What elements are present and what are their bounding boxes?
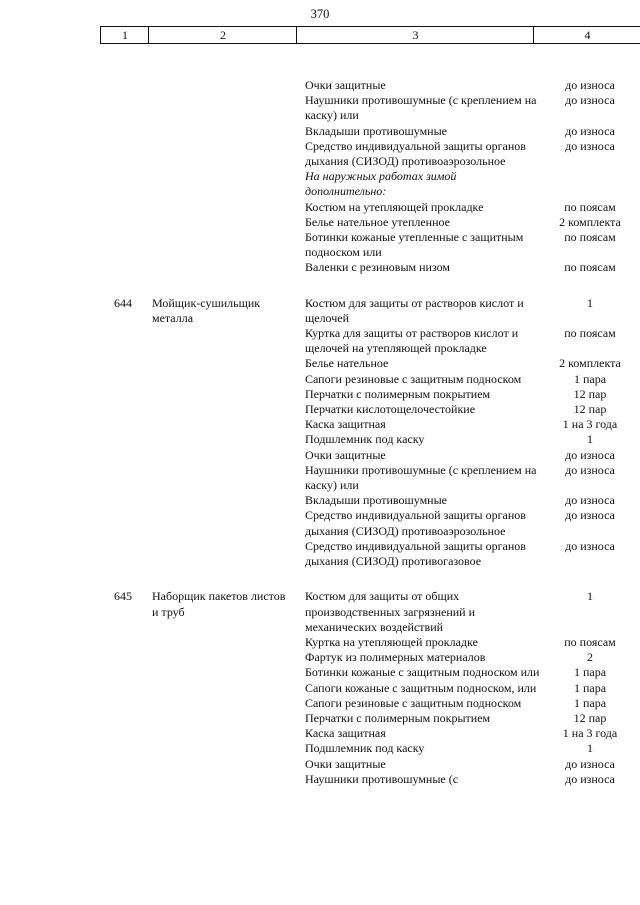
table-row [0, 757, 640, 772]
group-number: 645 [114, 589, 132, 604]
ppe-item-name: Перчатки с полимерным покрытием [305, 710, 491, 725]
ppe-item-norm: 1 [587, 295, 593, 310]
header-col-4: 4 [533, 27, 640, 43]
table-row [0, 463, 640, 493]
ppe-item-name: Сапоги кожаные с защитным подноском, или [305, 680, 537, 695]
ppe-item-name: Средство индивидуальной защиты органов дыхания (СИЗОД) противоаэрозольное [305, 138, 526, 169]
profession-name: Мойщик-сушильщик металла [152, 295, 261, 325]
ppe-item-name: Подшлемник под каску [305, 432, 425, 447]
table-row [0, 726, 640, 741]
table-row [0, 124, 640, 139]
table-row [0, 741, 640, 756]
ppe-item-norm: 1 пара [573, 665, 607, 680]
ppe-item-name: Наушники противошумные (с креплением на каску) или [305, 93, 537, 123]
ppe-item-name: Перчатки с полимерным покрытием [305, 386, 491, 401]
ppe-item-name: Костюм на утепляющей прокладке [305, 199, 484, 214]
table-row [0, 432, 640, 447]
ppe-item-norm: по поясам [564, 230, 616, 245]
ppe-item-norm: 1 [587, 589, 593, 604]
table-row [0, 508, 640, 538]
ppe-item-norm: 12 пар [573, 402, 607, 417]
table-row [0, 260, 640, 275]
ppe-item-name: Сапоги резиновые с защитным подноском [305, 695, 522, 710]
ppe-item-norm: до износа [565, 538, 615, 553]
ppe-item-name: Перчатки кислотощелочестойкие [305, 402, 476, 417]
ppe-item-name: Куртка для защиты от растворов кислот и щелочей на утепляющей прокладке [305, 326, 519, 356]
ppe-item-norm: 2 [587, 650, 593, 665]
table-row [0, 539, 640, 569]
ppe-item-name: Очки защитные [305, 756, 386, 771]
table-row [0, 296, 640, 326]
ppe-item-name: Средство индивидуальной защиты органов дыхания (СИЗОД) противогазовое [305, 538, 526, 569]
ppe-item-name: Белье нательное утепленное [305, 214, 450, 229]
table-row [0, 230, 640, 260]
ppe-item-norm: по поясам [564, 199, 616, 214]
table-row [0, 589, 640, 635]
ppe-item-norm [540, 169, 640, 199]
ppe-item-name: Белье нательное [305, 356, 389, 371]
ppe-item-norm: до износа [565, 771, 615, 786]
ppe-item-norm: 2 комплекта [559, 214, 621, 229]
ppe-item-norm: до износа [565, 493, 615, 508]
ppe-item-norm: 1 пара [573, 371, 607, 386]
table-row [0, 78, 640, 93]
table-row [0, 650, 640, 665]
ppe-item-norm: до износа [565, 123, 615, 138]
table-row [0, 402, 640, 417]
table-row [0, 417, 640, 432]
ppe-item-name: Валенки с резиновым низом [305, 260, 451, 275]
table-row [0, 372, 640, 387]
page-number: 370 [310, 7, 330, 21]
profession-name: Наборщик пакетов листов и труб [152, 589, 286, 619]
table-group [0, 589, 640, 787]
ppe-item-name: На наружных работах зимой дополнительно: [305, 169, 457, 199]
ppe-item-name: Вкладыши противошумные [305, 493, 447, 508]
ppe-item-norm: до износа [565, 78, 615, 92]
table-header [100, 26, 640, 44]
ppe-item-norm: 1 [587, 432, 593, 447]
ppe-item-norm: 2 комплекта [559, 356, 621, 371]
ppe-item-name: Ботинки кожаные утепленные с защитным подноском или [305, 230, 524, 260]
ppe-item-name: Костюм для защиты от растворов кислот и щелочей [305, 295, 524, 325]
header-col-2: 2 [148, 27, 297, 43]
ppe-item-norm: до износа [565, 756, 615, 771]
ppe-item-name: Фартук из полимерных материалов [305, 650, 486, 665]
ppe-item-name: Костюм для защиты от общих производственных загрязнений и механических воздействий [305, 589, 476, 634]
table-group [0, 296, 640, 570]
table-row [0, 665, 640, 680]
ppe-item-name: Ботинки кожаные с защитным подноском или [305, 665, 540, 680]
table-row [0, 356, 640, 371]
ppe-item-name: Вкладыши противошумные [305, 123, 447, 138]
ppe-item-name: Каска защитная [305, 417, 386, 432]
table-row [0, 711, 640, 726]
ppe-item-name: Сапоги резиновые с защитным подноском [305, 371, 522, 386]
table-row [0, 169, 640, 199]
ppe-item-norm: до износа [565, 462, 615, 477]
ppe-item-name: Каска защитная [305, 726, 386, 741]
header-col-1: 1 [100, 27, 149, 43]
ppe-item-norm: 1 [587, 741, 593, 756]
table-body [0, 58, 640, 787]
ppe-item-norm: до износа [565, 138, 615, 153]
table-row [0, 448, 640, 463]
table-row [0, 635, 640, 650]
header-col-3: 3 [296, 27, 534, 43]
ppe-item-norm: 12 пар [573, 386, 607, 401]
ppe-item-norm: 1 на 3 года [562, 417, 618, 432]
ppe-item-norm: 12 пар [573, 710, 607, 725]
ppe-item-norm: по поясам [564, 326, 616, 341]
ppe-item-name: Очки защитные [305, 447, 386, 462]
ppe-item-name: Куртка на утепляющей прокладке [305, 634, 478, 649]
table-row [0, 387, 640, 402]
ppe-item-name: Наушники противошумные (с креплением на каску) или [305, 462, 537, 493]
table-row [0, 200, 640, 215]
ppe-item-norm: по поясам [564, 634, 616, 649]
ppe-item-norm: до износа [565, 508, 615, 523]
table-group [0, 78, 640, 276]
table-row [0, 139, 640, 169]
ppe-item-norm: 1 пара [573, 680, 607, 695]
ppe-item-name: Очки защитные [305, 78, 386, 92]
ppe-item-norm: 1 пара [573, 695, 607, 710]
ppe-item-norm: по поясам [564, 260, 616, 275]
ppe-item-name: Наушники противошумные (с [305, 771, 459, 786]
ppe-item-norm: до износа [565, 93, 615, 108]
table-row [0, 696, 640, 711]
ppe-item-name: Подшлемник под каску [305, 741, 425, 756]
group-number: 644 [114, 295, 132, 310]
table-row [0, 493, 640, 508]
table-row [0, 93, 640, 123]
table-row [0, 772, 640, 787]
ppe-item-name: Средство индивидуальной защиты органов дыхания (СИЗОД) противоаэрозольное [305, 508, 526, 538]
table-row [0, 215, 640, 230]
ppe-item-norm: 1 на 3 года [562, 726, 618, 741]
table-row [0, 326, 640, 356]
ppe-item-norm: до износа [565, 447, 615, 462]
table-row [0, 681, 640, 696]
